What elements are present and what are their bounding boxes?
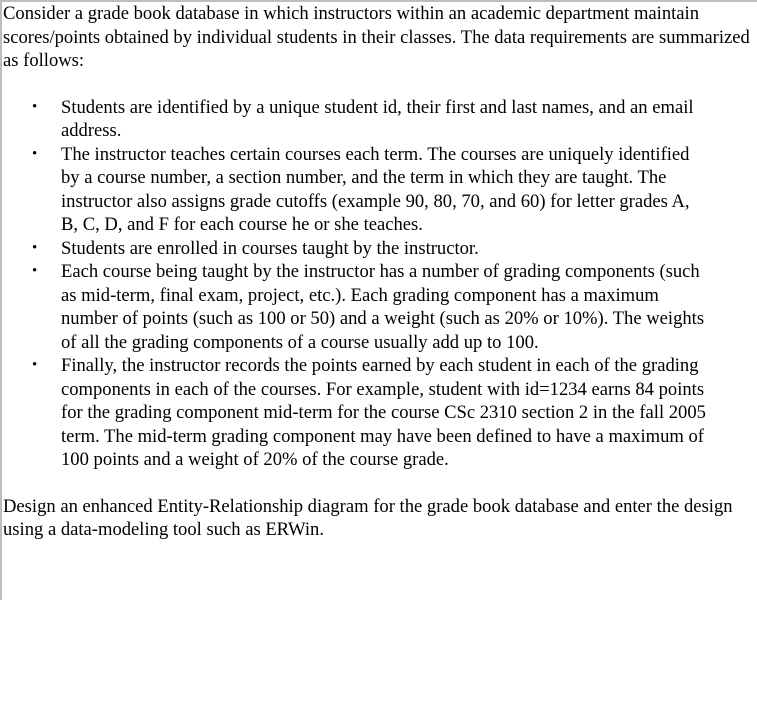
bullet-icon: • (32, 145, 38, 162)
bullet-icon: • (32, 98, 38, 115)
requirements-list (3, 96, 753, 472)
list-item (3, 354, 753, 472)
requirement-text: Finally, the instructor records the points earned by each student in each of the grading components in each of the courses. For example, student with id=1234 earns 84 points for the grading component mid-term for the course CSc 2310 section 2 in the fall 2005 term. The mid-term grading component may have been defined to have a maximum of 100 points and a weight of 20% of the course grade. (61, 355, 706, 470)
intro-paragraph: Consider a grade book database in which instructors within an academic department maintain scores/points obtained by individual students in their classes. The data requirements are summarized as follows: (3, 3, 750, 71)
requirement-text: Students are identified by a unique student id, their first and last names, and an email address. (61, 96, 694, 141)
task-paragraph: Design an enhanced Entity-Relationship diagram for the grade book database and enter the design using a data-modeling tool such as ERWin. (3, 495, 733, 540)
list-item (3, 237, 753, 261)
bullet-icon: • (32, 239, 38, 256)
requirement-text: Each course being taught by the instructor has a number of grading components (such as mid-term, final exam, project, etc.). Each grading component has a maximum number of points (such as 100 or 50) and a weight (such as 20% or 10%). The weights of all the grading components of a course usually add up to 100. (61, 261, 705, 353)
requirement-text: The instructor teaches certain courses each term. The courses are uniquely identified by a course number, a section number, and the term in which they are taught. The instructor also assigns grade cutoffs (example 90, 80, 70, and 60) for letter grades A, B, C, D, and F for each course he or she teaches. (61, 143, 690, 235)
document-body (3, 2, 753, 542)
requirement-text: Students are enrolled in courses taught by the instructor. (61, 237, 479, 259)
list-item (3, 96, 753, 143)
bullet-icon: • (32, 357, 38, 373)
list-item (3, 143, 753, 237)
left-border (0, 0, 2, 600)
bullet-icon: • (32, 263, 38, 279)
list-item (3, 260, 753, 354)
